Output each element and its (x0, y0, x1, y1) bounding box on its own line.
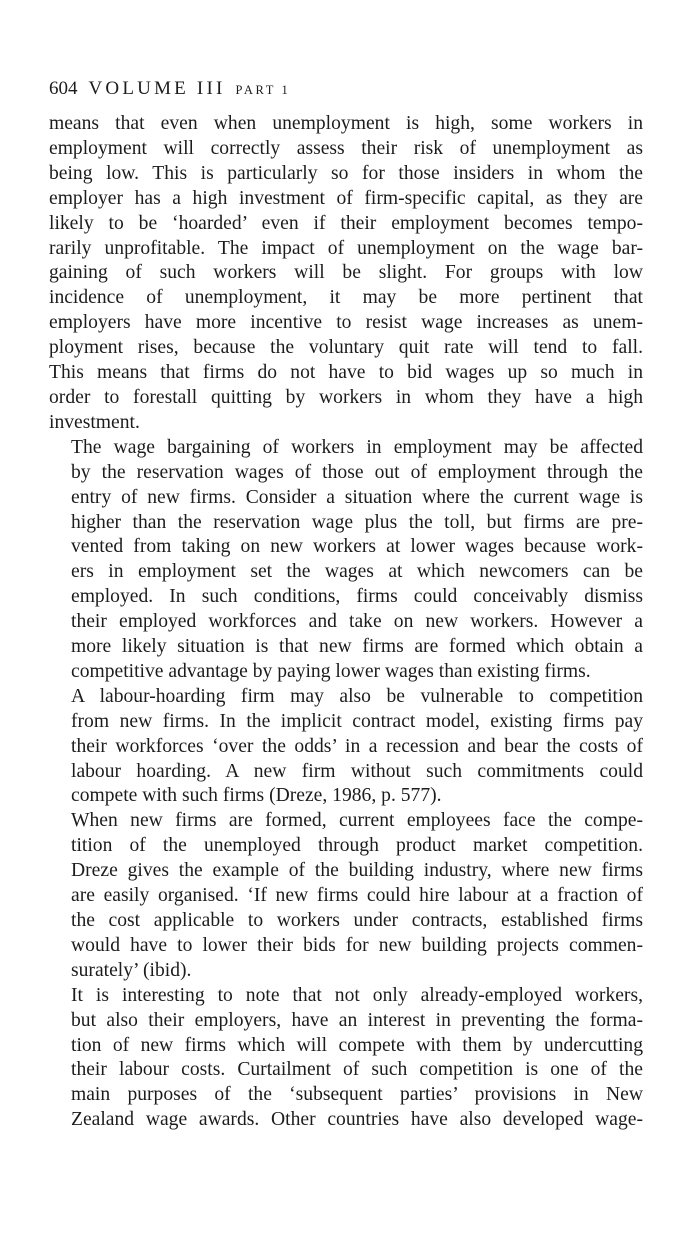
text-line: The wage bargaining of workers in employment may be affected (71, 436, 643, 458)
text-line: Dreze gives the example of the building industry, where new firms (71, 860, 643, 882)
text-line: more likely situation is that new firms are formed which obtain a (71, 636, 643, 658)
text-line: tion of new firms which will compete with them by undercutting (71, 1034, 643, 1056)
text-line: main purposes of the ‘subsequent parties’ provisions in New (71, 1084, 643, 1106)
text-line: Zealand wage awards. Other countries have also developed wage- (71, 1109, 643, 1131)
text-line: would have to lower their bids for new building projects commen- (71, 934, 643, 956)
text-line: likely to be ‘hoarded’ even if their employment becomes tempo- (49, 212, 643, 234)
text-line: compete with such firms (Dreze, 1986, p. 577). (71, 785, 442, 807)
text-line: This means that firms do not have to bid wages up so much in (49, 362, 643, 384)
text-line: from new firms. In the implicit contract model, existing firms pay (71, 710, 643, 732)
paragraph-5 (49, 984, 643, 1133)
page-number: 604 (49, 78, 78, 99)
text-line: being low. This is particularly so for those insiders in whom the (49, 162, 643, 184)
text-line: It is interesting to note that not only already-employed workers, (71, 984, 643, 1006)
text-line: investment. (49, 411, 140, 433)
running-head (49, 76, 643, 102)
text-line: rarily unprofitable. The impact of unemployment on the wage bar- (49, 237, 643, 259)
text-line: but also their employers, have an interest in preventing the forma- (71, 1009, 643, 1031)
text-line: the cost applicable to workers under contracts, established firms (71, 910, 643, 931)
text-line: competitive advantage by paying lower wages than existing firms. (71, 660, 591, 682)
paragraph-3 (49, 685, 643, 810)
book-page (49, 76, 643, 1133)
text-line: A labour-hoarding firm may also be vulnerable to competition (71, 685, 643, 707)
text-line: means that even when unemployment is high, some workers in (49, 113, 643, 134)
text-line: ployment rises, because the voluntary quit rate will tend to fall. (49, 337, 643, 359)
text-line: ers in employment set the wages at which newcomers can be (71, 561, 643, 583)
paragraph-1 (49, 112, 643, 436)
text-line: employed. In such conditions, firms could conceivably dismiss (71, 586, 643, 608)
part-label: PART 1 (235, 83, 291, 97)
text-line: their workforces ‘over the odds’ in a recession and bear the costs of (71, 735, 643, 757)
body-text (49, 112, 643, 1133)
text-line: labour hoarding. A new firm without such commitments could (71, 760, 643, 782)
text-line: entry of new firms. Consider a situation where the current wage is (71, 486, 643, 508)
text-line: surately’ (ibid). (71, 959, 192, 981)
text-line: their labour costs. Curtailment of such competition is one of the (71, 1059, 643, 1081)
text-line: gaining of such workers will be slight. For groups with low (49, 262, 643, 284)
text-line: incidence of unemployment, it may be more pertinent that (49, 287, 643, 309)
text-line: When new firms are formed, current employees face the compe- (71, 810, 643, 832)
text-line: are easily organised. ‘If new firms could hire labour at a fraction of (71, 885, 643, 907)
text-line: by the reservation wages of those out of employment through the (71, 461, 643, 483)
volume-label: VOLUME III (88, 78, 226, 99)
text-line: their employed workforces and take on new workers. However a (71, 611, 643, 633)
paragraph-4 (49, 809, 643, 983)
text-line: tition of the unemployed through product market competition. (71, 835, 643, 857)
text-line: higher than the reservation wage plus the toll, but firms are pre- (71, 511, 643, 533)
text-line: employment will correctly assess their risk of unemployment as (49, 137, 643, 159)
text-line: order to forestall quitting by workers in whom they have a high (49, 386, 643, 408)
paragraph-2 (49, 436, 643, 685)
text-line: employer has a high investment of firm-specific capital, as they are (49, 187, 643, 209)
text-line: employers have more incentive to resist wage increases as unem- (49, 312, 643, 334)
text-line: vented from taking on new workers at lower wages because work- (71, 536, 643, 558)
